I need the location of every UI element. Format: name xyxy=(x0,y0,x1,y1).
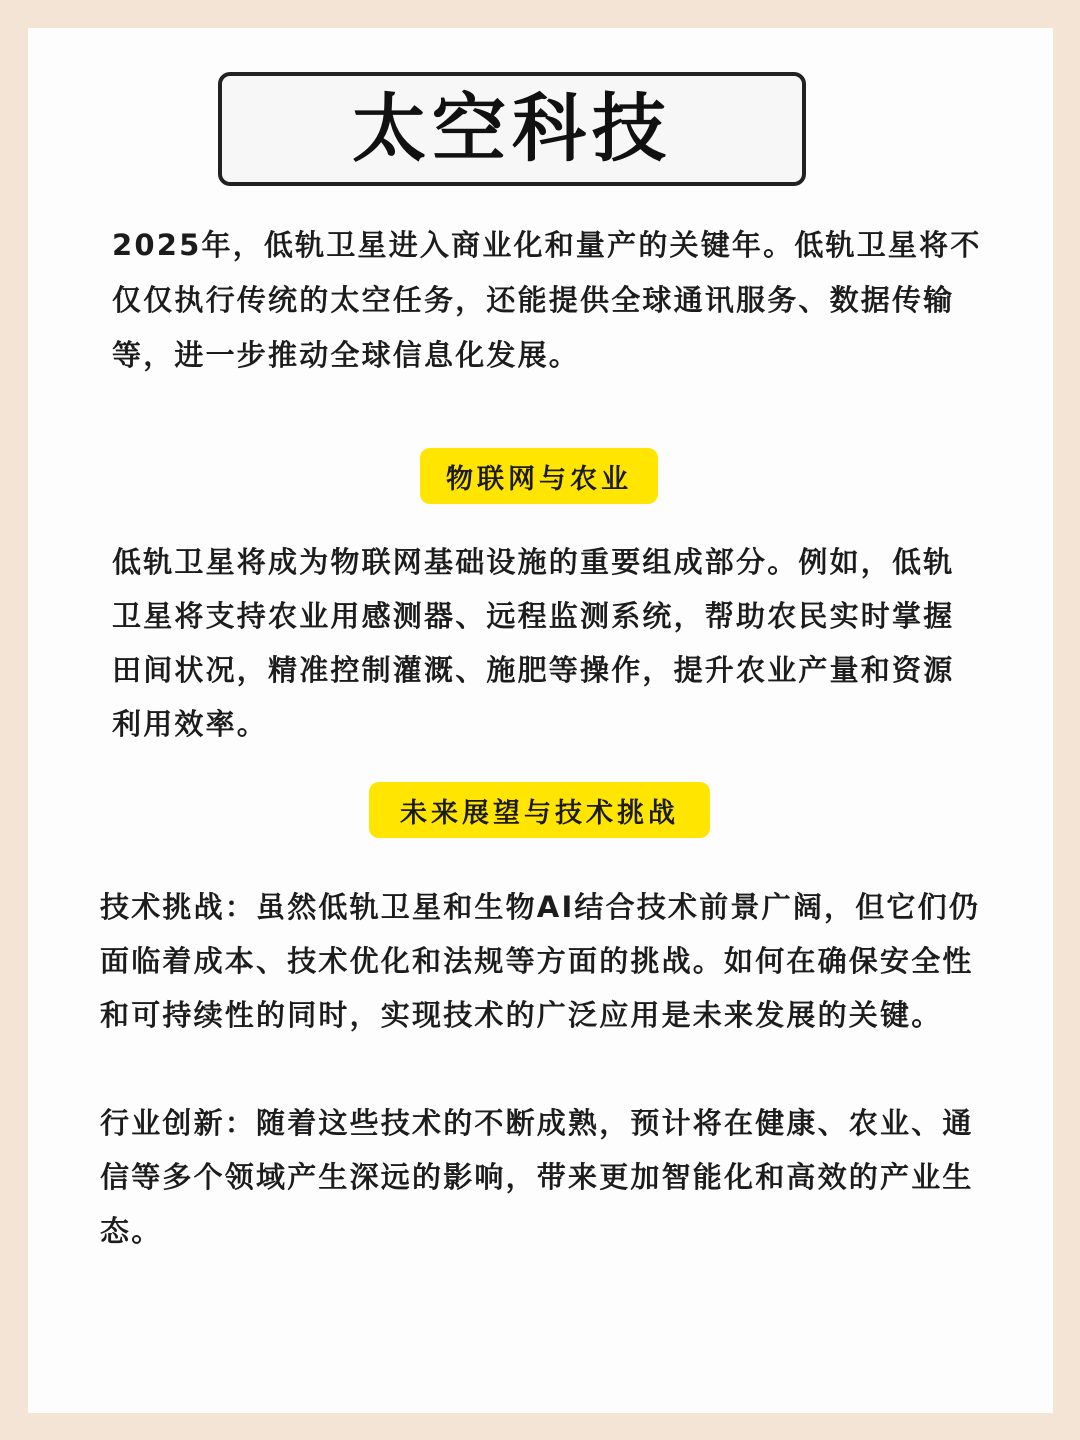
iot-agriculture-paragraph: 低轨卫星将成为物联网基础设施的重要组成部分。例如，低轨卫星将支持农业用感测器、远程监测系统，帮助农民实时掌握田间状况，精准控制灌溉、施肥等操作，提升农业产量和资源利用效率。 xyxy=(112,545,955,741)
industry-innovation-paragraph: 行业创新：随着这些技术的不断成熟，预计将在健康、农业、通信等多个领域产生深远的影响，带来更加智能化和高效的产业生态。 xyxy=(100,1106,974,1248)
content-card xyxy=(28,28,1053,1413)
section-heading-iot-agriculture: 物联网与农业 xyxy=(420,448,658,504)
section-heading-future-outlook: 未来展望与技术挑战 xyxy=(369,782,710,838)
tech-challenges-paragraph: 技术挑战：虽然低轨卫星和生物AI结合技术前景广阔，但它们仍面临着成本、技术优化和法规等方面的挑战。如何在确保安全性和可持续性的同时，实现技术的广泛应用是未来发展的关键。 xyxy=(100,890,981,1032)
title-box xyxy=(218,72,806,186)
intro-paragraph: 2025年，低轨卫星进入商业化和量产的关键年。低轨卫星将不仅仅执行传统的太空任务，还能提供全球通讯服务、数据传输等，进一步推动全球信息化发展。 xyxy=(112,228,982,372)
page-title: 太空科技 xyxy=(352,86,672,172)
